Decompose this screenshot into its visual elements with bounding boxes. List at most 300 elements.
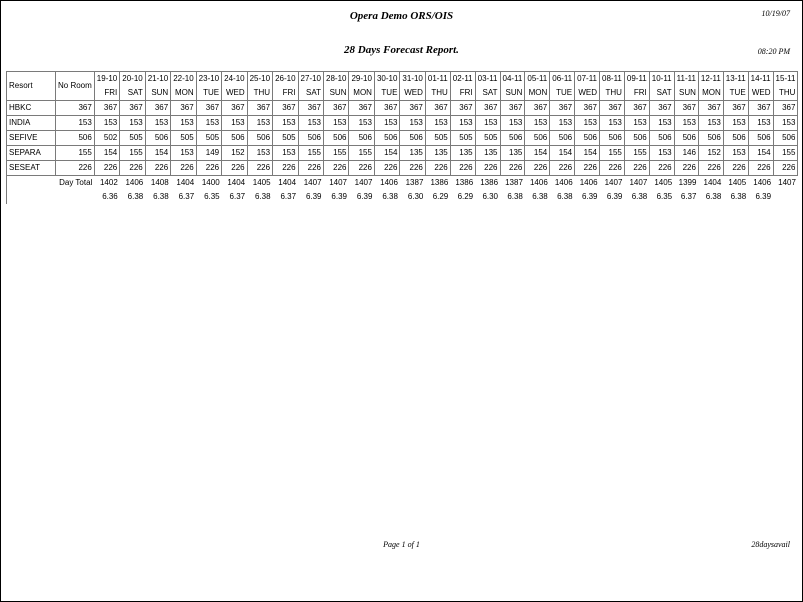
cell-value: 153 [374,116,399,131]
percent-value: 6.37 [280,192,297,201]
cell-value: 153 [500,116,525,131]
cell-value: 153 [298,116,323,131]
cell-value: 155 [624,146,649,161]
cell-value: 505 [425,131,450,146]
day-date: 25-10 [249,74,271,83]
cell-value: 154 [748,146,773,161]
cell-value: 155 [298,146,323,161]
percent-value: 6.30 [482,192,499,201]
day-total-value: 1407 [629,178,648,187]
cell-norooms: 506 [56,131,95,146]
cell-value: 226 [698,161,723,176]
cell-value: 226 [723,161,748,176]
day-date: 10-11 [651,74,672,83]
cell-value: 226 [550,161,575,176]
percent-value: 6.29 [432,192,449,201]
cell-value: 153 [649,146,674,161]
column-header-day [624,72,649,101]
column-header-day [400,72,425,101]
cell-value: 226 [500,161,525,176]
cell-value: 506 [349,131,374,146]
column-header-day [500,72,525,101]
day-date: 01-11 [427,74,448,83]
cell-value: 153 [600,116,625,131]
cell-resort: INDIA [7,116,56,131]
cell-value: 367 [748,101,773,116]
column-header-day [525,72,550,101]
column-header-day [674,72,698,101]
day-dow: THU [431,88,448,97]
percent-value: 6.37 [680,192,697,201]
day-date: 08-11 [602,74,622,83]
cell-value: 153 [450,116,475,131]
cell-value: 153 [748,116,773,131]
day-total-value: 1386 [455,178,474,187]
cell-value: 226 [145,161,170,176]
day-dow: WED [578,88,598,97]
cell-resort: SESEAT [7,161,56,176]
cell-value: 505 [450,131,475,146]
day-total-value: 1408 [150,178,169,187]
day-date: 11-11 [676,74,696,83]
cell-value: 153 [349,116,374,131]
cell-value: 367 [550,101,575,116]
cell-value: 226 [324,161,349,176]
cell-value: 226 [475,161,500,176]
day-total-value: 1406 [554,178,573,187]
percent-value: 6.37 [178,192,195,201]
cell-value: 367 [649,101,674,116]
cell-value: 506 [698,131,723,146]
cell-value: 367 [575,101,600,116]
cell-value: 153 [425,116,450,131]
cell-value: 154 [525,146,550,161]
cell-value: 153 [145,116,170,131]
percent-value: 6.38 [730,192,747,201]
day-total-value: 1404 [176,178,195,187]
cell-value: 506 [674,131,698,146]
table-body [7,101,798,205]
day-total-value: 1407 [354,178,373,187]
cell-value: 506 [525,131,550,146]
percent-value: 6.35 [204,192,220,201]
day-dow: SUN [679,88,696,97]
cell-value: 135 [475,146,500,161]
day-total-value: 1406 [579,178,598,187]
day-dow: SUN [329,88,347,97]
day-date: 15-11 [775,74,796,83]
percent-value: 6.35 [656,192,673,201]
cell-value: 153 [773,116,798,131]
percent-value: 6.39 [356,192,373,201]
app-title: Opera Demo ORS/OIS [349,10,454,22]
cell-value: 367 [349,101,374,116]
cell-value: 226 [773,161,798,176]
day-total-row [7,176,798,191]
column-header-day [298,72,323,101]
cell-value: 367 [624,101,649,116]
cell-value: 135 [400,146,425,161]
cell-value: 226 [374,161,399,176]
cell-value: 367 [94,101,119,116]
cell-value: 506 [324,131,349,146]
day-total-value: 1387 [505,178,523,187]
cell-value: 153 [550,116,575,131]
cell-value: 226 [120,161,145,176]
table-row [7,116,798,131]
day-date: 30-10 [376,74,398,83]
table-row [7,101,798,116]
cell-resort: SEFIVE [7,131,56,146]
day-date: 06-11 [552,74,573,83]
cell-value: 367 [171,101,196,116]
cell-value: 505 [171,131,196,146]
day-date: 26-10 [275,74,296,83]
day-dow: SAT [656,88,672,97]
cell-value: 152 [222,146,247,161]
cell-value: 367 [723,101,748,116]
cell-value: 226 [649,161,674,176]
day-date: 22-10 [173,74,194,83]
day-total-value: 1404 [278,178,297,187]
percent-value: 6.38 [255,192,271,201]
day-total-value: 1386 [430,178,449,187]
day-dow: WED [225,88,245,97]
cell-value: 367 [247,101,272,116]
day-dow: TUE [729,88,746,97]
cell-value: 506 [575,131,600,146]
cell-value: 226 [748,161,773,176]
day-dow: MON [702,88,721,97]
day-dow: TUE [203,88,220,97]
day-dow: SUN [505,88,523,97]
percent-value: 6.39 [581,192,598,201]
day-date: 02-11 [452,74,473,83]
percent-value: 6.39 [755,192,772,201]
day-dow: SAT [127,88,143,97]
cell-value: 153 [575,116,600,131]
day-total-value: 1405 [728,178,747,187]
day-total-value: 1406 [380,178,398,187]
cell-value: 506 [600,131,625,146]
day-date: 21-10 [147,74,169,83]
percent-value: 6.39 [305,192,322,201]
cell-value: 367 [500,101,525,116]
cell-resort: SEPARA [7,146,56,161]
cell-value: 153 [273,116,298,131]
day-dow: MON [175,88,194,97]
cell-value: 153 [723,116,748,131]
column-header-day [145,72,170,101]
cell-value: 154 [550,146,575,161]
cell-value: 226 [525,161,550,176]
cell-value: 226 [400,161,425,176]
cell-value: 506 [145,131,170,146]
day-dow: TUE [556,88,573,97]
cell-value: 154 [374,146,399,161]
cell-value: 226 [575,161,600,176]
table-header-row [7,72,798,101]
day-total-value: 1407 [329,178,347,187]
day-dow: THU [605,88,622,97]
day-total-label [7,176,56,191]
cell-value: 367 [600,101,625,116]
day-dow: THU [253,88,271,97]
cell-value: 155 [324,146,349,161]
cell-value: 226 [624,161,649,176]
day-total-value: 1407 [604,178,623,187]
column-header-day [374,72,399,101]
cell-value: 506 [624,131,649,146]
cell-value: 153 [624,116,649,131]
percent-value: 6.38 [532,192,548,201]
day-total-value: 1406 [125,178,144,187]
cell-value: 506 [298,131,323,146]
day-date: 20-10 [122,74,143,83]
day-date: 13-11 [725,74,746,83]
day-date: 31-10 [402,74,423,83]
percent-row [7,190,798,204]
cell-value: 153 [247,146,272,161]
day-dow: WED [404,88,423,97]
cell-value: 153 [222,116,247,131]
report-id: 28daysavail [751,540,790,549]
percent-value: 6.39 [606,192,623,201]
cell-value: 154 [575,146,600,161]
cell-value: 367 [400,101,425,116]
cell-value: 153 [723,146,748,161]
cell-value: 367 [298,101,323,116]
cell-value: 153 [196,116,221,131]
cell-value: 367 [222,101,247,116]
column-header-day [94,72,119,101]
day-date: 14-11 [750,74,771,83]
day-date: 09-11 [626,74,647,83]
day-total-value: 1400 [201,178,220,187]
cell-norooms: 367 [56,101,95,116]
cell-value: 367 [773,101,798,116]
cell-value: 506 [500,131,525,146]
cell-value: 226 [196,161,221,176]
day-dow: MON [353,88,372,97]
day-dow: THU [778,88,796,97]
table-row [7,131,798,146]
cell-value: 505 [120,131,145,146]
percent-value: 6.30 [407,192,424,201]
day-total-value: 1402 [99,178,118,187]
column-header-day [600,72,625,101]
cell-norooms: 226 [56,161,95,176]
day-total-value: 1386 [480,178,499,187]
cell-value: 506 [400,131,425,146]
day-date: 03-11 [477,74,498,83]
percent-row-spacer [7,190,56,204]
cell-value: 367 [374,101,399,116]
percent-value: 6.38 [127,192,144,201]
day-date: 27-10 [300,74,322,83]
percent-value: 6.38 [507,192,523,201]
cell-value: 367 [273,101,298,116]
cell-value: 226 [349,161,374,176]
day-total-value: 1407 [303,178,322,187]
day-total-value: 1406 [529,178,548,187]
day-date: 19-10 [96,74,118,83]
percent-value: 6.38 [705,192,722,201]
column-header-day [698,72,723,101]
cell-value: 153 [171,116,196,131]
cell-value: 226 [450,161,475,176]
percent-row-spacer [56,190,95,204]
percent-value: 6.29 [457,192,474,201]
column-header-day [196,72,221,101]
cell-value: 226 [600,161,625,176]
day-total-value: 1404 [227,178,246,187]
cell-value: 506 [773,131,798,146]
day-date: 29-10 [351,74,372,83]
cell-value: 506 [550,131,575,146]
day-dow: MON [528,88,548,97]
cell-value: 367 [196,101,221,116]
cell-value: 155 [349,146,374,161]
cell-value: 506 [374,131,399,146]
percent-value: 6.36 [102,192,118,201]
cell-value: 505 [475,131,500,146]
cell-value: 367 [674,101,698,116]
cell-value: 153 [120,116,145,131]
day-date: 12-11 [700,74,721,83]
cell-value: 153 [94,116,119,131]
cell-value: 154 [94,146,119,161]
column-header-day [273,72,298,101]
day-date: 23-10 [198,74,220,83]
table-row [7,161,798,176]
day-dow: WED [751,88,771,97]
day-dow: SAT [482,88,498,97]
day-total-value: 1399 [678,178,697,187]
cell-value: 226 [273,161,298,176]
cell-value: 153 [475,116,500,131]
report-date: 10/19/07 [761,9,790,18]
report-time: 08:20 PM [757,47,790,56]
cell-value: 153 [698,116,723,131]
cell-value: 153 [400,116,425,131]
column-header-day [450,72,475,101]
cell-value: 153 [273,146,298,161]
day-dow: FRI [459,88,473,97]
cell-value: 226 [425,161,450,176]
cell-resort: HBKC [7,101,56,116]
column-header-day [649,72,674,101]
cell-norooms: 155 [56,146,95,161]
day-total-value: 1405 [252,178,271,187]
cell-value: 135 [425,146,450,161]
cell-norooms: 153 [56,116,95,131]
forecast-table-wrap [6,71,798,204]
cell-value: 226 [171,161,196,176]
cell-value: 153 [324,116,349,131]
day-total-value: 1387 [405,178,424,187]
cell-value: 149 [196,146,221,161]
day-date: 28-10 [326,74,347,83]
column-header-day [475,72,500,101]
report-title: 28 Days Forecast Report. [344,44,459,56]
day-total-value: 1407 [778,178,796,187]
cell-value: 135 [450,146,475,161]
column-header-day [773,72,798,101]
cell-value: 367 [698,101,723,116]
column-header-day [575,72,600,101]
cell-value: 153 [525,116,550,131]
column-header-day [723,72,748,101]
cell-value: 367 [525,101,550,116]
day-total-value: 1405 [654,178,673,187]
percent-value: 6.39 [331,192,347,201]
cell-value: 506 [222,131,247,146]
cell-value: 506 [723,131,748,146]
cell-value: 367 [145,101,170,116]
day-dow: SUN [151,88,169,97]
cell-value: 154 [145,146,170,161]
cell-value: 226 [94,161,119,176]
cell-value: 153 [171,146,196,161]
column-header-day [247,72,272,101]
cell-value: 155 [120,146,145,161]
cell-value: 502 [94,131,119,146]
cell-value: 367 [425,101,450,116]
day-date: 24-10 [224,74,245,83]
cell-value: 367 [475,101,500,116]
percent-value: 6.38 [631,192,648,201]
column-header-resort: Resort [7,72,56,101]
cell-value: 367 [450,101,475,116]
cell-value: 152 [698,146,723,161]
cell-value: 505 [196,131,221,146]
column-header-day [425,72,450,101]
day-dow: TUE [381,88,398,97]
day-dow: FRI [282,88,296,97]
cell-value: 146 [674,146,698,161]
column-header-day [324,72,349,101]
column-header-day [748,72,773,101]
percent-value: 6.38 [557,192,573,201]
table-head [7,72,798,101]
cell-value: 155 [773,146,798,161]
cell-value: 506 [247,131,272,146]
column-header-day [171,72,196,101]
day-date: 07-11 [577,74,598,83]
cell-value: 367 [324,101,349,116]
cell-value: 153 [247,116,272,131]
day-total-value: 1406 [753,178,772,187]
cell-value: 155 [600,146,625,161]
day-dow: SAT [306,88,322,97]
cell-value: 226 [298,161,323,176]
cell-value: 506 [748,131,773,146]
day-date: 05-11 [527,74,548,83]
column-header-day [222,72,247,101]
day-total-value: 1404 [703,178,722,187]
page-number: Page 1 of 1 [383,540,420,549]
cell-value: 226 [674,161,698,176]
cell-value: 226 [247,161,272,176]
percent-value: 6.37 [229,192,246,201]
cell-value: 135 [500,146,525,161]
cell-value: 367 [120,101,145,116]
cell-value: 506 [649,131,674,146]
column-header-day [349,72,374,101]
column-header-day [120,72,145,101]
cell-value: 153 [649,116,674,131]
